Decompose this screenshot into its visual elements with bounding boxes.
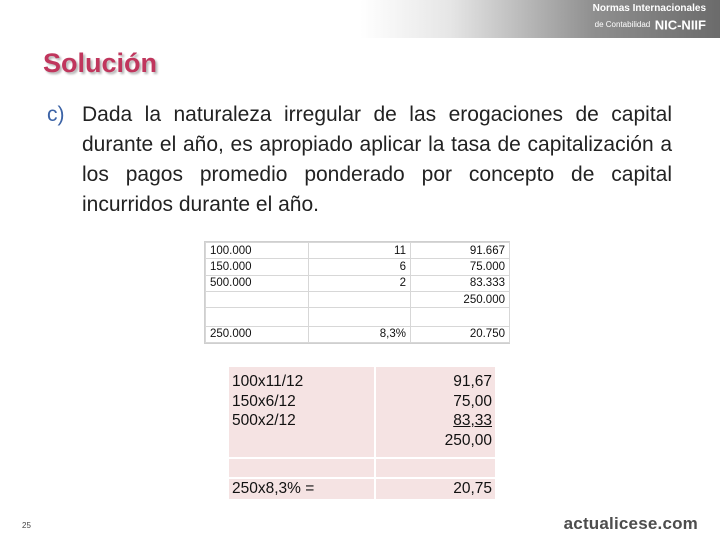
page-number: 25 — [22, 521, 31, 530]
sheet-cell: 11 — [309, 243, 411, 259]
sheet-cell: 91.667 — [411, 243, 510, 259]
calc-final-result: 20,75 — [376, 479, 495, 499]
calc-cell-empty — [376, 459, 495, 477]
calc-result: 83,33 — [453, 412, 492, 429]
brand-line-2a: de Contabilidad — [594, 19, 651, 29]
brand-line-2b: NIC-NIIF — [654, 17, 706, 33]
sheet-cell: 250.000 — [411, 291, 510, 307]
sheet-cell: 6 — [309, 259, 411, 275]
sheet-row — [206, 291, 510, 307]
calc-row — [229, 459, 495, 477]
sheet-cell: 500.000 — [206, 275, 309, 291]
sheet-cell: 8,3% — [309, 326, 411, 342]
calc-cell-formulas — [229, 367, 374, 457]
sheet-cell — [309, 308, 411, 326]
sheet-row — [206, 308, 510, 326]
calc-formula: 100x11/12 — [232, 373, 304, 390]
sheet-cell — [206, 308, 309, 326]
calc-final-formula: 250x8,3% = — [229, 479, 374, 499]
calc-formula: 500x2/12 — [232, 412, 296, 429]
header-band — [360, 0, 720, 38]
calc-row — [229, 479, 495, 499]
footer-logo: actualicese.com — [563, 514, 698, 533]
calc-result: 75,00 — [453, 392, 492, 410]
slide-title: Solución — [43, 48, 157, 78]
sheet-cell: 150.000 — [206, 259, 309, 275]
sheet-row — [206, 326, 510, 342]
sheet-cell — [411, 308, 510, 326]
sheet-cell: 83.333 — [411, 275, 510, 291]
calc-result: 91,67 — [453, 373, 492, 390]
sheet-row — [206, 243, 510, 259]
sheet-cell: 250.000 — [206, 326, 309, 342]
brand-logo — [593, 4, 706, 33]
calc-formula: 150x6/12 — [232, 392, 296, 410]
bullet-letter: c) — [47, 103, 65, 126]
calc-cell-empty — [229, 459, 374, 477]
sheet-row — [206, 259, 510, 275]
calc-result-total: 250,00 — [444, 431, 492, 449]
bullet-text: Dada la naturaleza irregular de las erogaciones de capital durante el año, es apropiado aplicar la tasa de capitalización a los pagos promedio ponderado por concepto de capital incurridos durante el año. — [82, 103, 672, 216]
sheet-cell — [206, 291, 309, 307]
sheet-cell: 100.000 — [206, 243, 309, 259]
brand-line-1: Normas Internacionales — [592, 3, 706, 14]
sheet-cell: 75.000 — [411, 259, 510, 275]
calc-cell-results — [376, 367, 495, 457]
calc-row — [229, 367, 495, 457]
spreadsheet-table — [204, 241, 510, 344]
sheet-cell — [309, 291, 411, 307]
sheet-cell: 20.750 — [411, 326, 510, 342]
sheet-row — [206, 275, 510, 291]
sheet-cell: 2 — [309, 275, 411, 291]
calculation-table — [227, 365, 495, 501]
